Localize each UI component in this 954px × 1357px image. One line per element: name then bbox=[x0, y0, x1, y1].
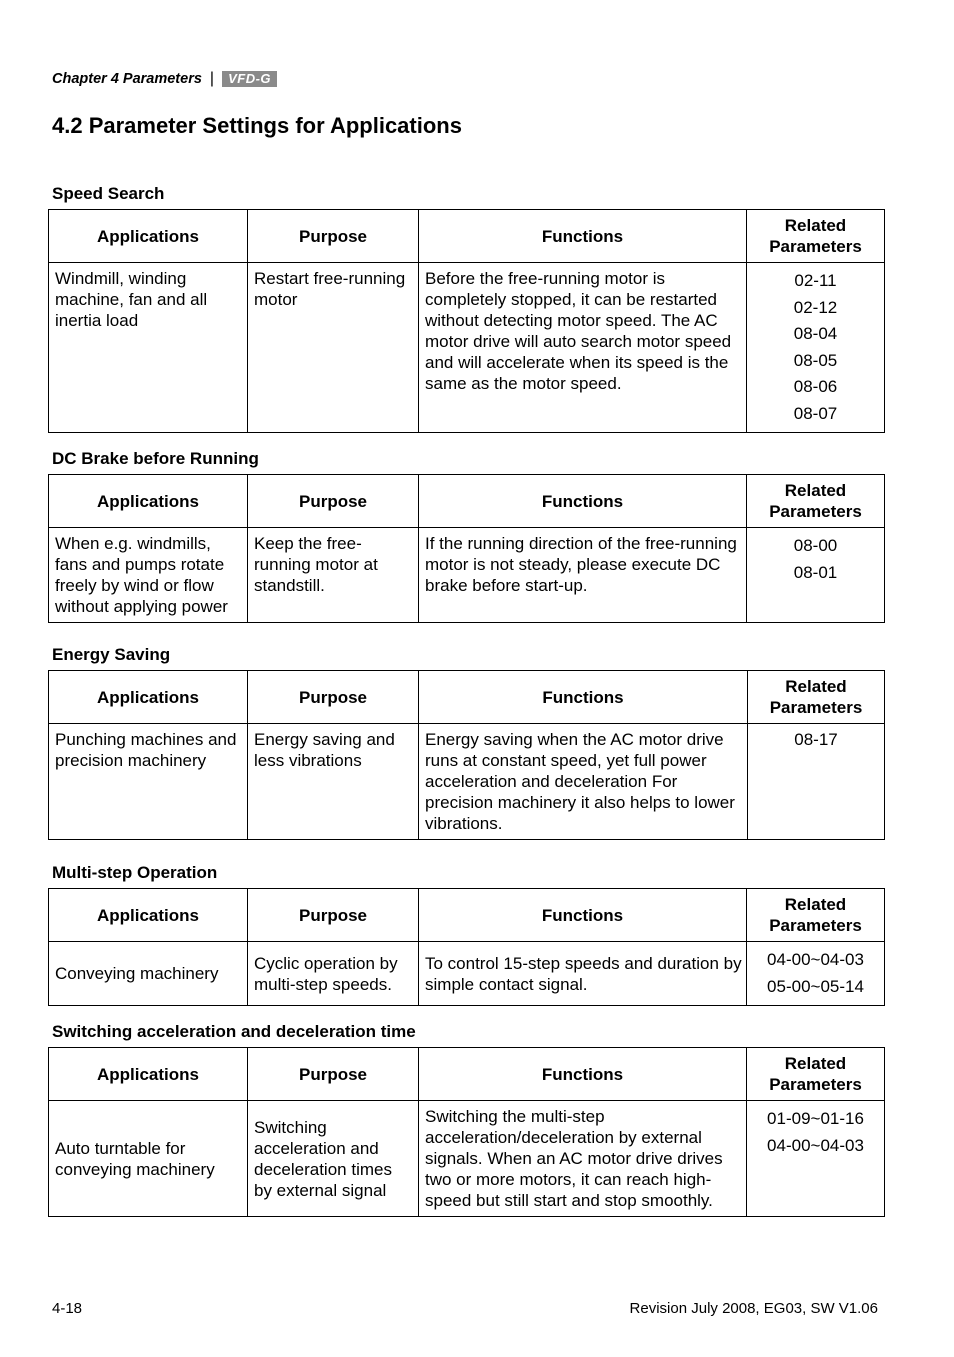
cell-params bbox=[747, 528, 885, 623]
cell-params bbox=[747, 942, 885, 1006]
param-code: 02-11 bbox=[794, 271, 837, 290]
param-code: 08-04 bbox=[793, 324, 838, 343]
col-purpose: Purpose bbox=[248, 889, 419, 942]
parameter-table bbox=[48, 209, 885, 433]
table-row bbox=[49, 942, 885, 1006]
section-multi-step bbox=[48, 863, 884, 1006]
table-header-row bbox=[49, 475, 885, 528]
col-functions: Functions bbox=[419, 671, 748, 724]
section-dc-brake bbox=[48, 449, 884, 623]
table-row bbox=[49, 724, 885, 840]
param-code: 05-00~05-14 bbox=[767, 976, 864, 996]
cell-functions: Switching the multi-step acceleration/deceleration by external signals. When an AC motor drive drives two or more motors, it can reach high-speed but still start and stop smoothly. bbox=[419, 1101, 747, 1217]
param-code: 08-17 bbox=[794, 730, 838, 749]
cell-application: Windmill, winding machine, fan and all inertia load bbox=[49, 263, 248, 433]
section-title: Multi-step Operation bbox=[52, 863, 218, 882]
section-switching-accel-decel bbox=[48, 1022, 884, 1217]
param-code: 08-01 bbox=[793, 562, 838, 582]
parameter-table bbox=[48, 474, 885, 623]
col-functions: Functions bbox=[419, 475, 747, 528]
chapter-header bbox=[52, 70, 277, 88]
cell-params bbox=[747, 1101, 885, 1217]
col-purpose: Purpose bbox=[248, 210, 419, 263]
table-row bbox=[49, 1101, 885, 1217]
col-applications: Applications bbox=[49, 889, 248, 942]
parameter-table bbox=[48, 670, 885, 840]
param-code: 08-05 bbox=[793, 350, 838, 370]
col-related-parameters: Related Parameters bbox=[747, 210, 885, 263]
section-title: DC Brake before Running bbox=[52, 449, 259, 468]
col-purpose: Purpose bbox=[248, 475, 419, 528]
cell-purpose: Cyclic operation by multi-step speeds. bbox=[248, 942, 419, 1006]
param-code: 04-00~04-03 bbox=[767, 950, 864, 969]
param-code: 01-09~01-16 bbox=[767, 1109, 864, 1128]
col-functions: Functions bbox=[419, 210, 747, 263]
cell-params bbox=[748, 724, 885, 840]
parameter-table bbox=[48, 888, 885, 1006]
page-title: 4.2 Parameter Settings for Applications bbox=[52, 113, 462, 138]
cell-functions: Before the free-running motor is completely stopped, it can be restarted without detecting motor speed. The AC motor drive will auto search motor speed and will accelerate when its speed is the same as the motor speed. bbox=[419, 263, 747, 433]
param-code: 02-12 bbox=[793, 297, 838, 317]
col-applications: Applications bbox=[49, 671, 248, 724]
col-functions: Functions bbox=[419, 1048, 747, 1101]
cell-application: Auto turntable for conveying machinery bbox=[49, 1101, 248, 1217]
col-related-parameters: Related Parameters bbox=[747, 475, 885, 528]
col-related-parameters: Related Parameters bbox=[748, 671, 885, 724]
chapter-label: Chapter 4 Parameters bbox=[52, 71, 202, 87]
col-related-parameters: Related Parameters bbox=[747, 889, 885, 942]
col-applications: Applications bbox=[49, 1048, 248, 1101]
table-header-row bbox=[49, 671, 885, 724]
table-header-row bbox=[49, 889, 885, 942]
param-code: 08-00 bbox=[793, 536, 838, 555]
section-title: Switching acceleration and deceleration time bbox=[52, 1022, 416, 1041]
cell-application: When e.g. windmills, fans and pumps rotate freely by wind or flow without applying power bbox=[49, 528, 248, 623]
cell-functions: If the running direction of the free-running motor is not steady, please execute DC brake before start-up. bbox=[419, 528, 747, 623]
col-applications: Applications bbox=[49, 475, 248, 528]
cell-purpose: Restart free-running motor bbox=[248, 263, 419, 433]
col-applications: Applications bbox=[49, 210, 248, 263]
page-number: 4-18 bbox=[52, 1300, 83, 1317]
cell-application: Punching machines and precision machinery bbox=[49, 724, 248, 840]
section-energy-saving bbox=[48, 645, 884, 840]
col-related-parameters: Related Parameters bbox=[747, 1048, 885, 1101]
col-functions: Functions bbox=[419, 889, 747, 942]
parameter-table bbox=[48, 1047, 885, 1217]
cell-functions: To control 15-step speeds and duration by simple contact signal. bbox=[419, 942, 747, 1006]
table-header-row bbox=[49, 1048, 885, 1101]
revision-info: Revision July 2008, EG03, SW V1.06 bbox=[629, 1300, 878, 1317]
section-title: Energy Saving bbox=[52, 645, 171, 664]
section-speed-search bbox=[48, 184, 884, 433]
section-title: Speed Search bbox=[52, 184, 165, 203]
param-code: 08-06 bbox=[793, 377, 838, 396]
cell-functions: Energy saving when the AC motor drive runs at constant speed, yet full power acceleration and deceleration For precision machinery it also helps to lower vibrations. bbox=[419, 724, 748, 840]
table-row bbox=[49, 263, 885, 433]
header-separator: | bbox=[209, 70, 215, 87]
product-logo: VFD-G bbox=[222, 71, 277, 87]
col-purpose: Purpose bbox=[248, 1048, 419, 1101]
cell-purpose: Keep the free-running motor at standstill. bbox=[248, 528, 419, 623]
cell-application: Conveying machinery bbox=[49, 942, 248, 1006]
cell-params bbox=[747, 263, 885, 433]
col-purpose: Purpose bbox=[248, 671, 419, 724]
cell-purpose: Energy saving and less vibrations bbox=[248, 724, 419, 840]
param-code: 08-07 bbox=[793, 403, 838, 423]
table-row bbox=[49, 528, 885, 623]
table-header-row bbox=[49, 210, 885, 263]
cell-purpose: Switching acceleration and deceleration times by external signal bbox=[248, 1101, 419, 1217]
param-code: 04-00~04-03 bbox=[767, 1135, 864, 1155]
